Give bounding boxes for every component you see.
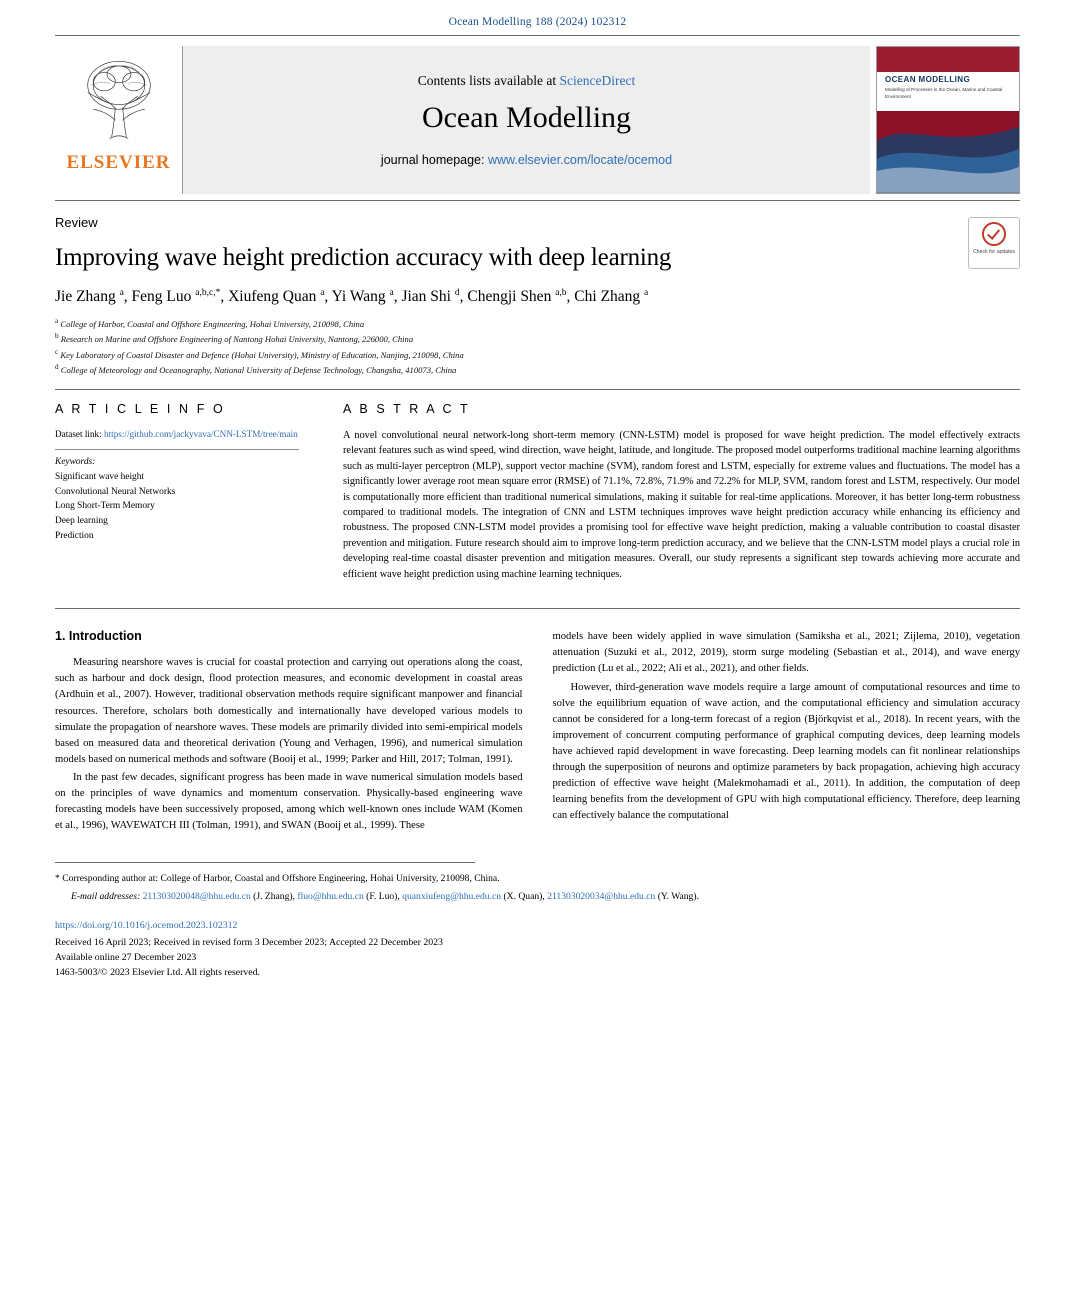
crossmark-badge[interactable]	[968, 217, 1020, 269]
keywords-list	[55, 470, 315, 543]
keywords-heading: Keywords:	[55, 457, 96, 468]
article-info-column	[55, 402, 315, 582]
email-note	[55, 889, 1020, 904]
keyword-item: Deep learning	[55, 515, 108, 526]
masthead-divider	[55, 200, 1020, 201]
paragraph: Measuring nearshore waves is crucial for coastal protection and carrying out operations along the coast, such as harbour and dock design, flood protection measures, and economic development in coastal areas (Ardhuin et al., 2007). However, traditional observation methods require significant manpower and financial resources. Therefore, scholars both domestically and internationally have developed various models to simulate the propagation of nearshore waves. These models are primarily divided into semi-empirical models based on measured data and theoretical derivation (Young and Verhagen, 1996), and numerical simulation models based on numerical methods and software (Booij et al., 1999; Parker and Hill, 2017; Tolman, 1991).	[55, 657, 523, 765]
keyword-item: Convolutional Neural Networks	[55, 486, 176, 497]
cover-wave-graphic	[877, 111, 1019, 193]
cover-title: OCEAN MODELLING	[885, 75, 971, 84]
keyword-item: Long Short-Term Memory	[55, 501, 155, 512]
journal-homepage-line	[381, 153, 672, 167]
publication-history	[55, 935, 1020, 981]
affiliation-item: $^c$ Key Laboratory of Coastal Disaster and Defence (Hohai University), Ministry of Education, Nanjing, 210098, China	[55, 347, 464, 360]
elsevier-logo	[55, 46, 183, 194]
author-list: Jie Zhang $^a$, Feng Luo $^{a,b,c,*}$, Xiufeng Quan $^a$, Yi Wang $^a$, Jian Shi $^d$, Chengji Shen $^{a,b}$, Chi Zhang $^a$	[55, 288, 649, 306]
copyright-line: 1463-5003/© 2023 Elsevier Ltd. All rights reserved.	[55, 967, 260, 979]
keyword-item: Prediction	[55, 530, 94, 541]
crossmark-label: Check for updates	[972, 249, 1016, 255]
page-title: Improving wave height prediction accuracy with deep learning	[55, 244, 672, 271]
doi-link[interactable]: https://doi.org/10.1016/j.ocemod.2023.102312	[55, 919, 238, 931]
paragraph: models have been widely applied in wave simulation (Samiksha et al., 2021; Zijlema, 2010), vegetation attenuation (Suzuki et al., 2012, 2019), storm surge modeling (Sebastian et al., 2014), and wave energy prediction (Lu et al., 2022; Ali et al., 2021), and other fields.	[552, 631, 1020, 675]
cover-subtitle: Modelling of Processes in the Ocean, Marine and Coastal Environment	[885, 87, 1003, 99]
body-columns	[55, 629, 1020, 836]
contents-line	[418, 73, 635, 89]
paragraph: However, third-generation wave models require a large amount of computational resources and time to solve the equilibrium equation of wave action, and the computational efficiency and simulation accuracy cannot be considered for a long-term forecast of a region (Björkqvist et al., 2018). In recent years, with the improvement of concurrent computing performance of graphical computing devices, deep learning models have achieved rapid development in wave forecasting. Deep learning models can fit nonlinear relationships through the superposition of neurons and optimize parameters by back propagation, achieving high accuracy prediction of effective wave height (Malekmohamadi et al., 2011). In addition, the computation of deep learning benefits from the development of GPU with high computational efficiency. Therefore, deep learning can effectively balance the computational	[552, 681, 1020, 822]
info-abstract-row	[55, 402, 1020, 582]
article-type: Review	[55, 215, 98, 230]
elsevier-tree-icon	[73, 52, 165, 148]
footnote-divider	[55, 862, 475, 863]
running-head: Ocean Modelling 188 (2024) 102312	[448, 16, 627, 28]
journal-title: Ocean Modelling	[421, 101, 632, 134]
email-link[interactable]: 211303020048@hhu.edu.cn	[142, 890, 251, 902]
email-link[interactable]: quanxiufeng@hhu.edu.cn	[402, 890, 502, 902]
body-column-right	[553, 629, 1021, 836]
homepage-prefix: journal homepage:	[380, 153, 488, 167]
dataset-label: Dataset link:	[55, 428, 104, 439]
email-link[interactable]: fluo@hhu.edu.cn	[297, 890, 364, 902]
masthead-center	[183, 46, 870, 194]
paragraph: In the past few decades, significant progress has been made in wave numerical simulation models based on the principles of wave dynamics and momentum conservation. Physically-based engineering wave forecasting models have been successively proposed, among which well-known ones include WAM (Komen et al., 1996), WAVEWATCH III (Tolman, 1991), and SWAN (Booij et al., 1999). These	[55, 771, 523, 832]
affiliation-item: $^a$ College of Harbor, Coastal and Offshore Engineering, Hohai University, 210098, China	[55, 317, 365, 330]
elsevier-wordmark: ELSEVIER	[66, 152, 171, 173]
title-block	[55, 215, 1020, 377]
keywords-divider	[55, 449, 299, 450]
abstract-divider	[55, 608, 1020, 609]
section-title-introduction: 1. Introduction	[55, 629, 142, 644]
body-column-left	[55, 629, 523, 836]
title-divider	[55, 389, 1020, 390]
abstract-column	[343, 402, 1020, 582]
header-divider	[55, 35, 1020, 36]
article-info-heading: A R T I C L E I N F O	[55, 401, 226, 416]
contents-prefix: Contents lists available at	[417, 73, 560, 88]
email-label: E-mail addresses:	[71, 890, 141, 902]
footnotes	[55, 871, 1020, 904]
available-online-line: Available online 27 December 2023	[55, 952, 197, 964]
journal-homepage-link[interactable]: www.elsevier.com/locate/ocemod	[487, 153, 673, 167]
abstract-heading: A B S T R A C T	[343, 401, 471, 416]
dataset-url[interactable]: https://github.com/jackyvava/CNN-LSTM/tree/main	[104, 428, 298, 439]
check-icon	[982, 222, 1006, 246]
journal-cover-thumbnail	[876, 46, 1020, 194]
sciencedirect-link[interactable]: ScienceDirect	[559, 73, 636, 88]
abstract-text: A novel convolutional neural network-long short-term memory (CNN-LSTM) model is proposed for wave height prediction. The model effectively extracts relevant features such as wind speed, wind direction, wave height, latitude, and longitude. The proposed model outperforms traditional machine learning algorithms such as multi-layer perceptron (MLP), support vector machine (SVM), random forest and LSTM, especially for extreme values and fluctuations. The model has a significantly lower average root mean square error (RMSE) of 71.1%, 72.8%, 71.9% and 72.2% for MLP, SVM, random forest and LSTM, respectively. Our model is computationally more efficient than traditional numerical simulations, making it suitable for real-time applications. Moreover, it has better long-term robustness compared to traditional models. The integration of CNN and LSTM techniques improves wave height prediction accuracy while enhancing its efficiency and robustness. The proposed CNN-LSTM model provides a promising tool for effective wave height prediction, making a valuable contribution to coastal disaster prevention and mitigation. Future research should aim to improve long-term prediction accuracy, and we believe that the CNN-LSTM model plays a crucial role in developing real-time coastal disaster prevention and mitigation measures. Overall, our study represents a significant step towards achieving more accurate and efficient wave height prediction using machine learning techniques.	[343, 429, 1020, 580]
keyword-item: Significant wave height	[55, 472, 145, 483]
journal-masthead	[55, 46, 1020, 194]
email-link[interactable]: 211303020034@hhu.edu.cn	[547, 890, 656, 902]
affiliation-list	[55, 316, 1020, 377]
affiliation-item: $^d$ College of Meteorology and Oceanography, National University of Defense Technology, Changsha, 410073, China	[55, 362, 457, 375]
dataset-link	[55, 428, 315, 441]
affiliation-item: $^b$ Research on Marine and Offshore Engineering of Nantong Hohai University, Nantong, 226000, China	[55, 332, 414, 345]
email-addresses: 211303020048@hhu.edu.cn (J. Zhang), fluo@hhu.edu.cn (F. Luo), quanxiufeng@hhu.edu.cn (X. Quan), 211303020034@hhu.edu.cn (Y. Wang).	[142, 890, 699, 902]
corresponding-author-note: * Corresponding author at: College of Harbor, Coastal and Offshore Engineering, Hohai University, 210098, China.	[55, 873, 500, 885]
cover-top-bar	[877, 47, 1019, 72]
received-line: Received 16 April 2023; Received in revised form 3 December 2023; Accepted 22 December 2023	[55, 936, 443, 948]
